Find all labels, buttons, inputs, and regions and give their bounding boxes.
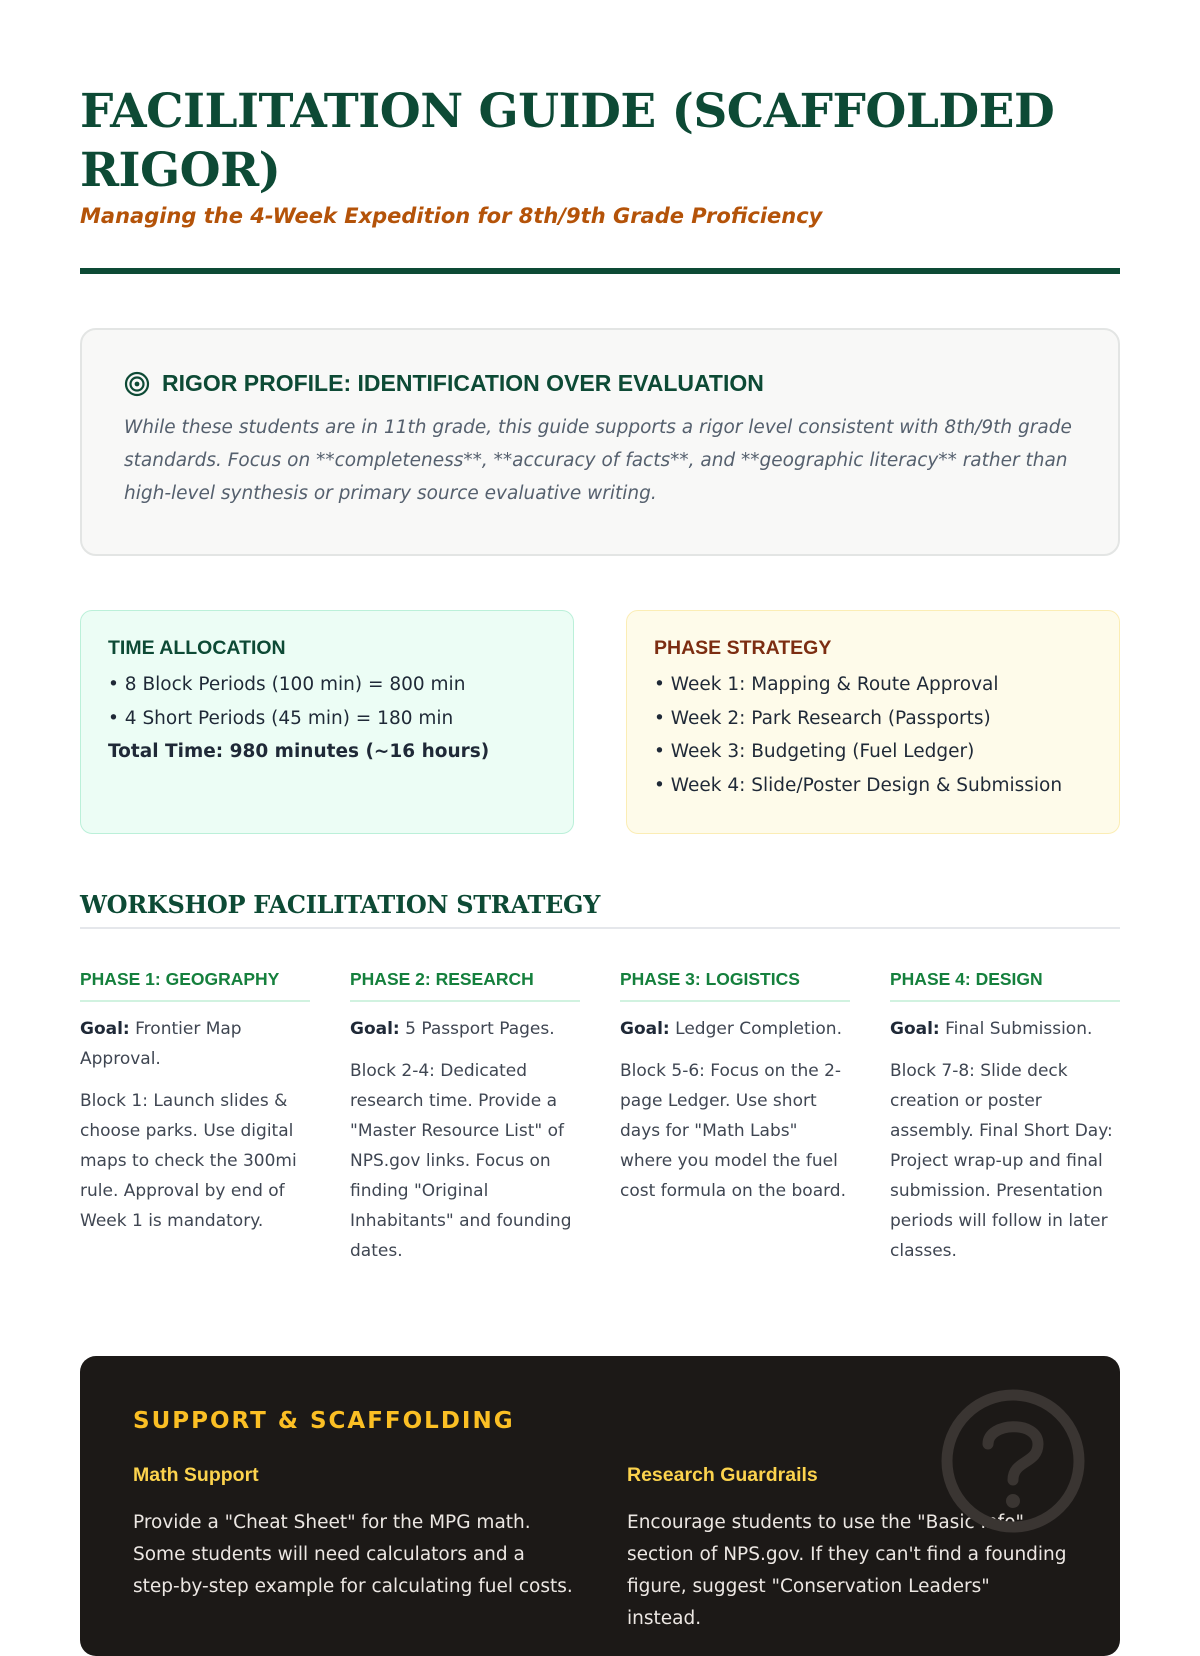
document-header: [80, 0, 1120, 274]
time-allocation-total: Total Time: 980 minutes (~16 hours): [108, 741, 490, 762]
rigor-profile-text: While these students are in 11th grade, this guide supports a rigor level consistent with 8th/9th grade standards. Focus on **completeness**, **accuracy of facts**, and **geographic literacy** rather than high-level synthesis or primary source evaluative writing.: [124, 417, 1072, 504]
phase-column-geography: [80, 969, 310, 1266]
phase-description: Block 1: Launch slides & choose parks. Use digital maps to check the 300mi rule. Approval by end of Week 1 is mandatory.: [80, 1091, 297, 1231]
phase-strategy-card: [626, 610, 1120, 834]
support-columns: [133, 1464, 1067, 1635]
phase-goal: [350, 1014, 580, 1044]
time-allocation-line: • 8 Block Periods (100 min) = 800 min: [108, 674, 466, 695]
phase-goal: [620, 1014, 850, 1044]
phase-column-research: [350, 969, 580, 1266]
page-subtitle: Managing the 4-Week Expedition for 8th/9th Grade Proficiency: [80, 204, 823, 228]
phase-title: PHASE 3: LOGISTICS: [620, 969, 850, 1002]
goal-label: Goal:: [80, 1019, 130, 1039]
goal-label: Goal:: [350, 1019, 400, 1039]
phase-strategy-line: • Week 4: Slide/Poster Design & Submission: [654, 774, 1063, 796]
goal-text: Ledger Completion.: [675, 1019, 842, 1039]
rigor-profile-header: [124, 370, 1076, 397]
support-column-text: Provide a "Cheat Sheet" for the MPG math. Some students will need calculators and a step-by-step example for calculating fuel costs.: [133, 1512, 573, 1597]
phase-strategy-line: • Week 1: Mapping & Route Approval: [654, 674, 999, 695]
phase-description: Block 7-8: Slide deck creation or poster assembly. Final Short Day: Project wrap-up and final submission. Presentation periods will follow in later classes.: [890, 1061, 1113, 1261]
time-allocation-line: • 4 Short Periods (45 min) = 180 min: [108, 707, 454, 729]
goal-label: Goal:: [890, 1019, 940, 1039]
phase-title: PHASE 2: RESEARCH: [350, 969, 580, 1002]
goal-text: Frontier Map Approval.: [80, 1019, 242, 1069]
question-circle-icon: [938, 1386, 1088, 1536]
phase-column-design: [890, 969, 1120, 1266]
support-column-text: Encourage students to use the "Basic Info" section of NPS.gov. If they can't find a founding figure, suggest "Conservation Leaders" instead.: [627, 1512, 1067, 1629]
phase-goal: [80, 1014, 310, 1074]
goal-text: Final Submission.: [945, 1019, 1093, 1039]
goal-label: Goal:: [620, 1019, 670, 1039]
workshop-strategy-title: WORKSHOP FACILITATION STRATEGY: [80, 890, 1120, 929]
support-column-title: Research Guardrails: [627, 1464, 818, 1486]
phase-description: Block 5-6: Focus on the 2-page Ledger. Use short days for "Math Labs" where you model the fuel cost formula on the board.: [620, 1061, 847, 1201]
time-allocation-title: TIME ALLOCATION: [108, 637, 286, 659]
header-divider: [80, 268, 1120, 274]
phase-goal: [890, 1014, 1120, 1044]
goal-text: 5 Passport Pages.: [405, 1019, 555, 1039]
phase-strategy-title: PHASE STRATEGY: [654, 637, 832, 659]
support-column-title: Math Support: [133, 1464, 259, 1486]
workshop-phases: [80, 969, 1120, 1266]
support-scaffolding-card: [80, 1356, 1120, 1656]
support-column-math: [133, 1464, 573, 1635]
support-title: SUPPORT & SCAFFOLDING: [133, 1408, 515, 1434]
phase-description: Block 2-4: Dedicated research time. Provide a "Master Resource List" of NPS.gov links. Focus on finding "Original Inhabitants" and founding dates.: [350, 1061, 572, 1261]
rigor-profile-card: [80, 328, 1120, 556]
target-icon: [124, 371, 150, 397]
phase-strategy-line: • Week 2: Park Research (Passports): [654, 707, 991, 729]
rigor-profile-title: RIGOR PROFILE: IDENTIFICATION OVER EVALUATION: [162, 370, 764, 396]
overview-cards: [80, 610, 1120, 834]
page-title: FACILITATION GUIDE (SCAFFOLDED RIGOR): [80, 84, 1055, 198]
phase-strategy-line: • Week 3: Budgeting (Fuel Ledger): [654, 741, 975, 762]
phase-title: PHASE 4: DESIGN: [890, 969, 1120, 1002]
time-allocation-card: [80, 610, 574, 834]
phase-column-logistics: [620, 969, 850, 1266]
phase-title: PHASE 1: GEOGRAPHY: [80, 969, 310, 1002]
